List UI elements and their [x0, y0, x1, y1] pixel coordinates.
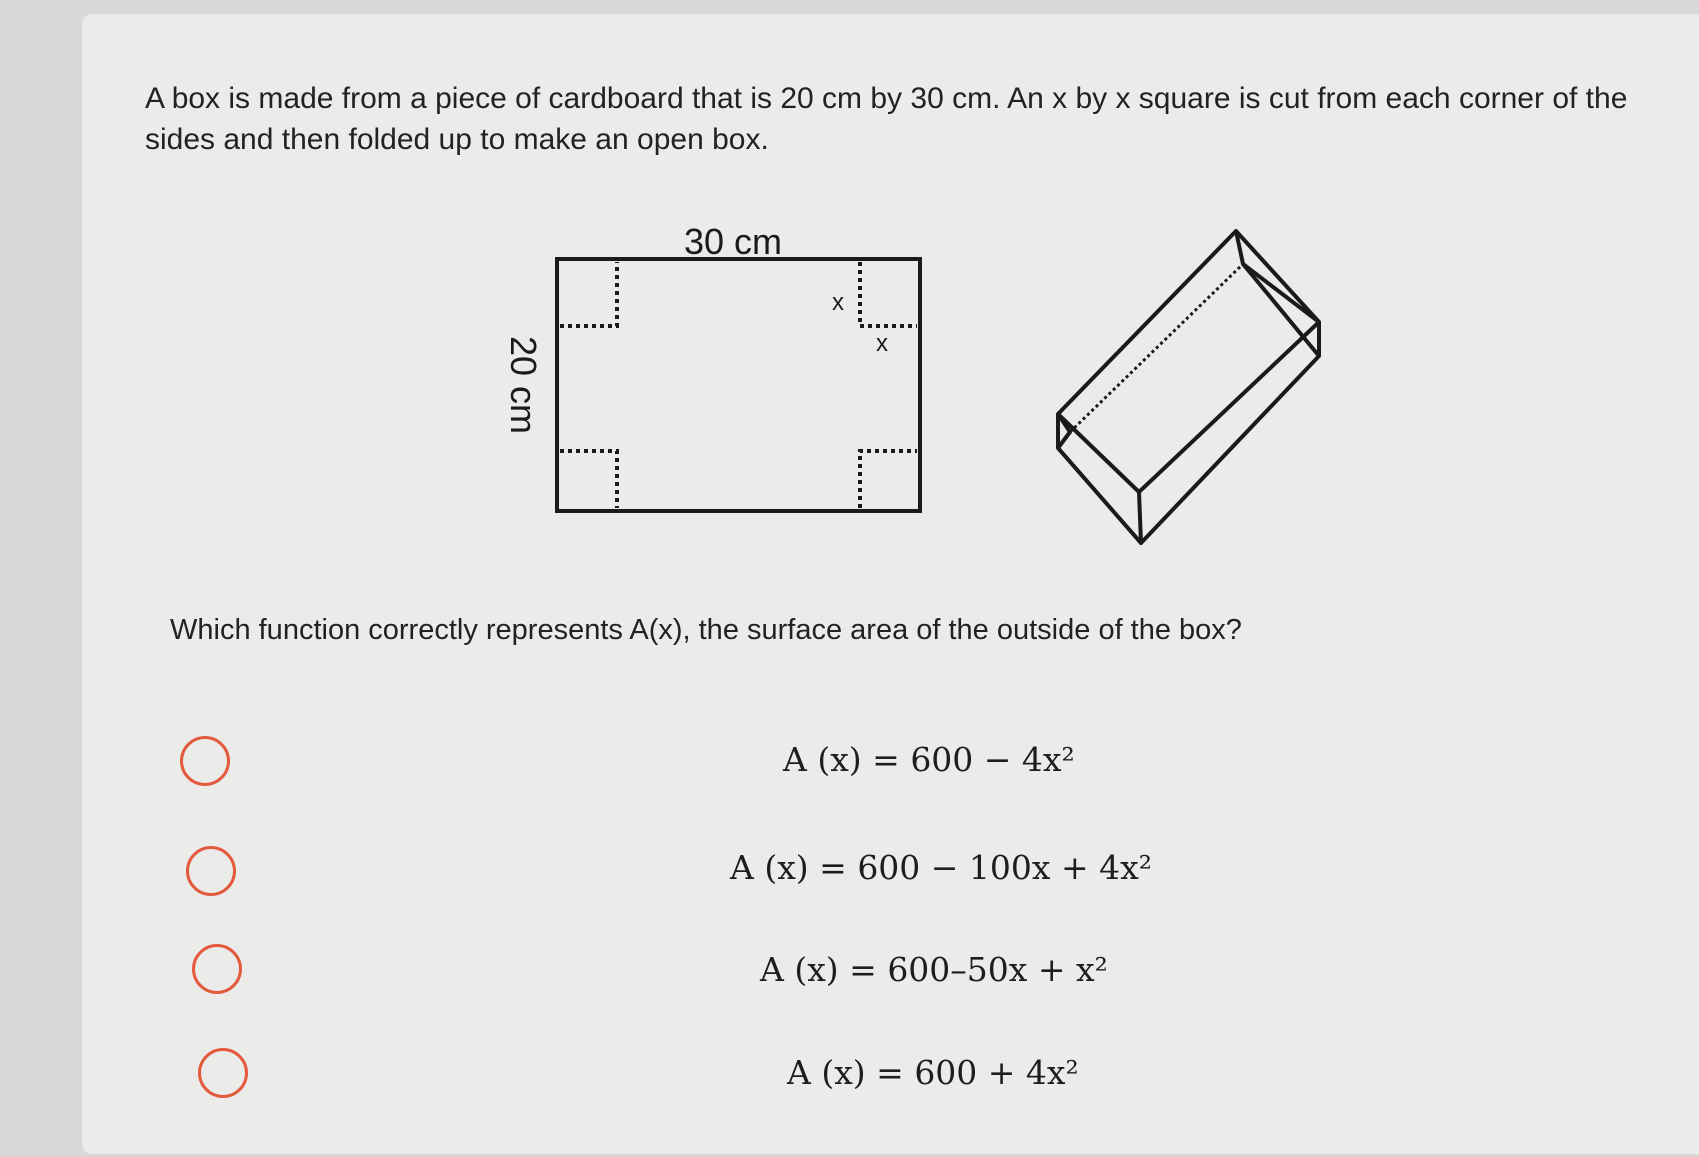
option-1-radio[interactable] — [180, 736, 230, 786]
question-text: A box is made from a piece of cardboard that is 20 cm by 30 cm. An x by x square is cut from each corner of the sides and then folded up to make an open box. — [145, 82, 1628, 156]
option-2-radio[interactable] — [186, 846, 236, 896]
cut-label-side: x — [876, 330, 888, 357]
option-1-formula — [783, 740, 1075, 779]
option-4-formula — [787, 1053, 1079, 1092]
option-2-expr: 600 − 100x + 4x² — [857, 848, 1152, 887]
option-2-lhs: A (x) = — [730, 848, 858, 887]
option-3-lhs: A (x) = — [760, 950, 888, 989]
option-3-expr: 600–50x + x² — [887, 950, 1108, 989]
height-label: 20 cm — [503, 335, 544, 435]
option-4-expr: 600 + 4x² — [914, 1053, 1079, 1092]
cut-label-top: x — [832, 289, 844, 316]
cardboard-rectangle — [557, 259, 920, 511]
option-1-lhs: A (x) = — [783, 740, 911, 779]
option-2-formula — [730, 848, 1152, 887]
prompt-text: Which function correctly represents A(x), the surface area of the outside of the box? — [170, 614, 1242, 646]
option-4-lhs: A (x) = — [787, 1053, 915, 1092]
option-3-formula — [760, 950, 1108, 989]
cut-squares — [560, 262, 917, 508]
option-4-radio[interactable] — [198, 1048, 248, 1098]
width-label: 30 cm — [683, 221, 783, 262]
option-3-radio[interactable] — [192, 944, 242, 994]
open-box-drawing — [1058, 231, 1319, 543]
option-1-expr: 600 − 4x² — [910, 740, 1075, 779]
